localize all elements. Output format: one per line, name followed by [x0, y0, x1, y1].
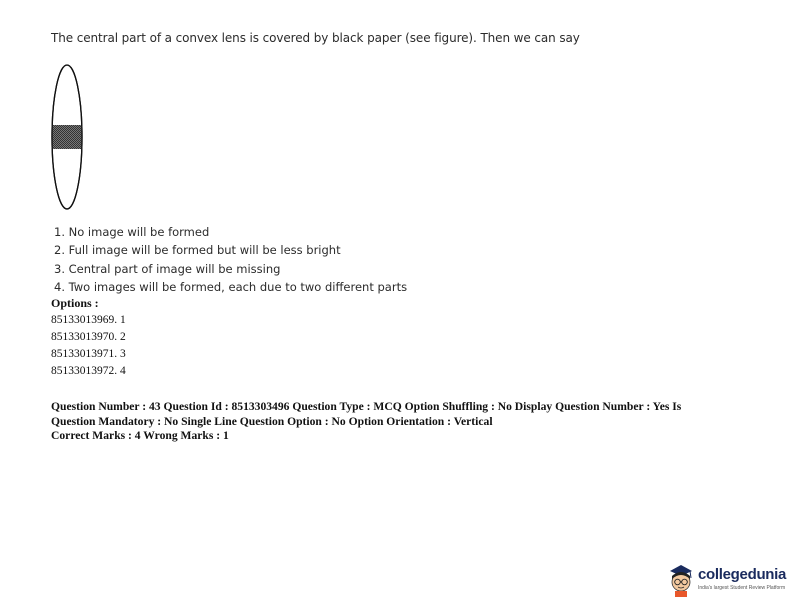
black-paper-cover — [53, 125, 82, 149]
meta-line-2: Question Mandatory : No Single Line Question Option : No Option Orientation : Vertical — [51, 414, 493, 428]
logo-tagline: India's largest Student Review Platform — [698, 585, 786, 591]
choice-4: 4. Two images will be formed, each due to two different parts — [54, 279, 408, 294]
mascot-icon — [666, 562, 696, 598]
meta-line-3: Correct Marks : 4 Wrong Marks : 1 — [51, 429, 229, 442]
question-meta — [51, 400, 731, 444]
choice-3: 3. Central part of image will be missing — [54, 261, 281, 276]
option-code-2: 85133013970. 2 — [51, 331, 126, 343]
choice-2: 2. Full image will be formed but will be less bright — [54, 243, 341, 258]
option-code-1: 85133013969. 1 — [51, 314, 126, 326]
collegedunia-logo — [666, 560, 788, 600]
choice-1: 1. No image will be formed — [54, 225, 210, 239]
option-codes — [51, 312, 126, 380]
meta-line-1: Question Number : 43 Question Id : 8513303496 Question Type : MCQ Option Shuffling : No Display Question Number : Yes Is — [51, 400, 682, 413]
convex-lens-figure — [50, 62, 84, 212]
options-heading: Options : — [51, 296, 99, 310]
answer-choices — [54, 223, 407, 296]
question-text: The central part of a convex lens is covered by black paper (see figure). Then we can say — [51, 31, 580, 45]
option-code-4: 85133013972. 4 — [51, 365, 126, 377]
option-code-3: 85133013971. 3 — [51, 348, 126, 360]
logo-wordmark: collegedunia — [698, 566, 787, 583]
